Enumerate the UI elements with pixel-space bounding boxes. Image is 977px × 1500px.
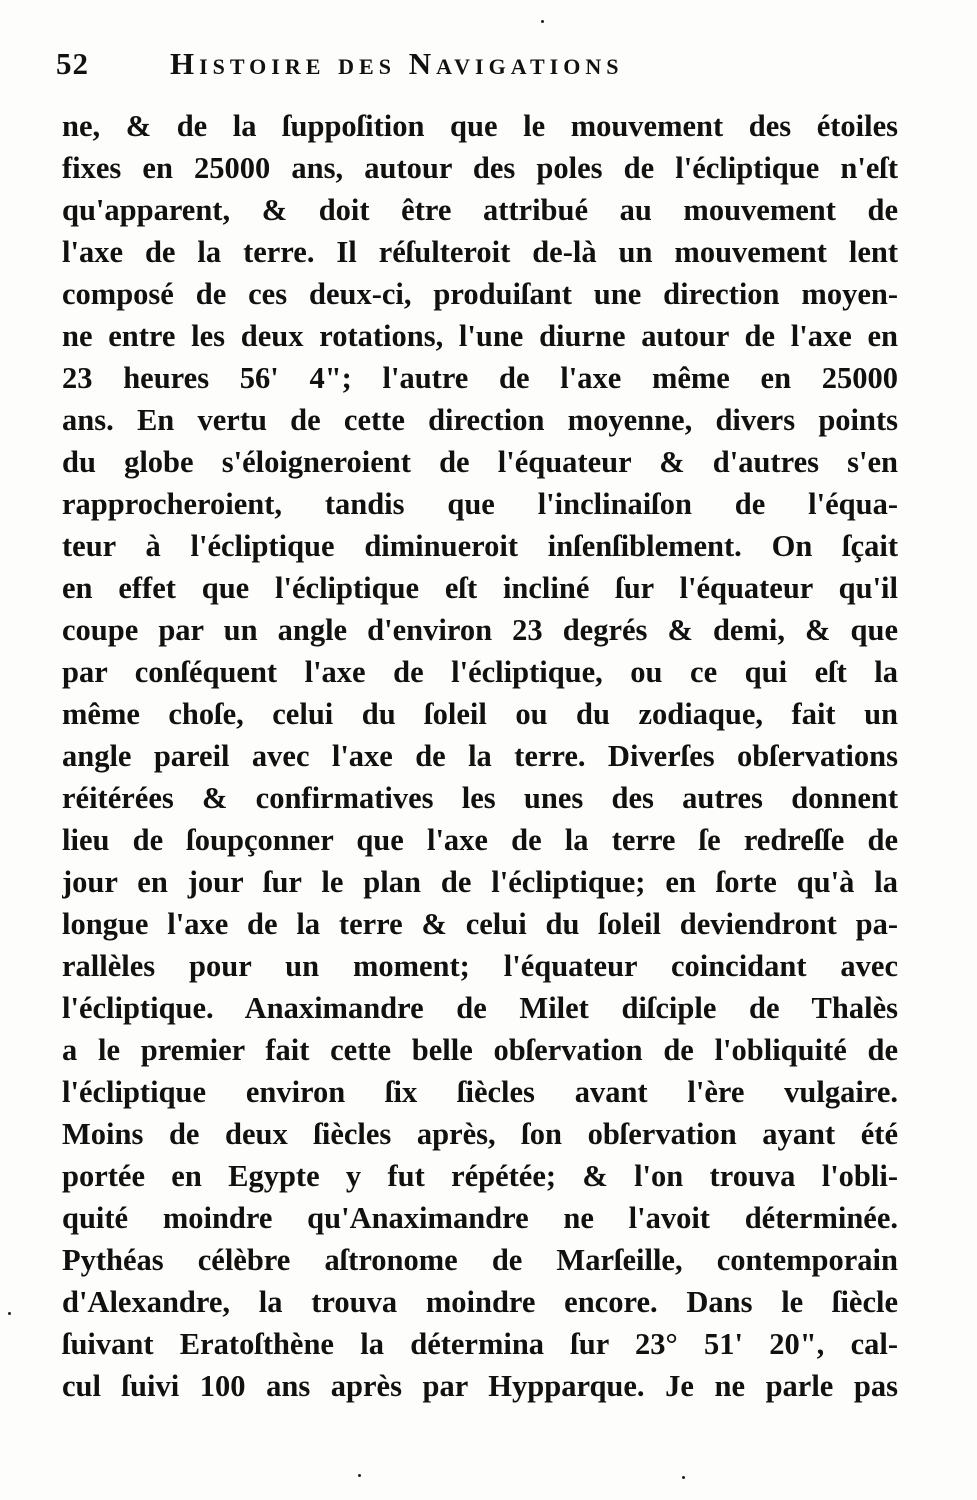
text-line: l'écliptique. Anaximandre de Milet diſciple de Thalès [62, 991, 898, 1025]
page-number: 52 [56, 46, 89, 81]
text-line: d'Alexandre, la trouva moindre encore. Dans le ſiècle [62, 1285, 898, 1319]
text-line: longue l'axe de la terre & celui du ſoleil deviendront pa- [62, 907, 898, 941]
text-line: réitérées & confirmatives les unes des autres donnent [62, 781, 898, 815]
page-header [56, 46, 886, 96]
ink-speck [682, 1476, 685, 1479]
text-line: quité moindre qu'Anaximandre ne l'avoit déterminée. [62, 1201, 898, 1235]
text-line: même choſe, celui du ſoleil ou du zodiaque, fait un [62, 697, 898, 731]
ink-speck [358, 1474, 361, 1477]
text-line: 23 heures 56' 4"; l'autre de l'axe même en 25000 [62, 361, 898, 395]
text-line: du globe s'éloigneroient de l'équateur & d'autres s'en [62, 445, 898, 479]
ink-speck [541, 20, 544, 23]
text-line: l'écliptique environ ſix ſiècles avant l'ère vulgaire. [62, 1075, 898, 1109]
text-line: composé de ces deux-ci, produiſant une direction moyen- [62, 277, 898, 311]
ink-speck [8, 1312, 11, 1315]
text-line: angle pareil avec l'axe de la terre. Diverſes obſervations [62, 739, 898, 773]
text-line: teur à l'écliptique diminueroit inſenſiblement. On ſçait [62, 529, 898, 563]
text-line: coupe par un angle d'environ 23 degrés & demi, & que [62, 613, 898, 647]
text-line: ne entre les deux rotations, l'une diurne autour de l'axe en [62, 319, 898, 353]
text-line: jour en jour ſur le plan de l'écliptique; en ſorte qu'à la [62, 865, 898, 899]
running-title: Histoire des Navigations [170, 46, 624, 81]
text-line: qu'apparent, & doit être attribué au mouvement de [62, 193, 898, 227]
text-line: ſuivant Eratoſthène la détermina ſur 23° 51' 20", cal- [62, 1327, 898, 1361]
text-line: rapprocheroient, tandis que l'inclinaiſon de l'équa- [62, 487, 898, 521]
text-line: fixes en 25000 ans, autour des poles de l'écliptique n'eſt [62, 151, 898, 185]
text-line: rallèles pour un moment; l'équateur coincidant avec [62, 949, 898, 983]
text-line: en effet que l'écliptique eſt incliné ſur l'équateur qu'il [62, 571, 898, 605]
text-line: Pythéas célèbre aſtronome de Marſeille, contemporain [62, 1243, 898, 1277]
body-text [62, 105, 898, 1407]
text-line: par conſéquent l'axe de l'écliptique, ou ce qui eſt la [62, 655, 898, 689]
text-line: a le premier fait cette belle obſervation de l'obliquité de [62, 1033, 898, 1067]
text-line: l'axe de la terre. Il réſulteroit de-là un mouvement lent [62, 235, 898, 269]
text-line: ans. En vertu de cette direction moyenne, divers points [62, 403, 898, 437]
text-line: lieu de ſoupçonner que l'axe de la terre ſe redreſſe de [62, 823, 898, 857]
text-line: portée en Egypte y fut répétée; & l'on trouva l'obli- [62, 1159, 898, 1193]
text-line: cul ſuivi 100 ans après par Hypparque. Je ne parle pas [62, 1369, 898, 1403]
text-line: Moins de deux ſiècles après, ſon obſervation ayant été [62, 1117, 898, 1151]
text-line: ne, & de la ſuppoſition que le mouvement des étoiles [62, 109, 898, 143]
